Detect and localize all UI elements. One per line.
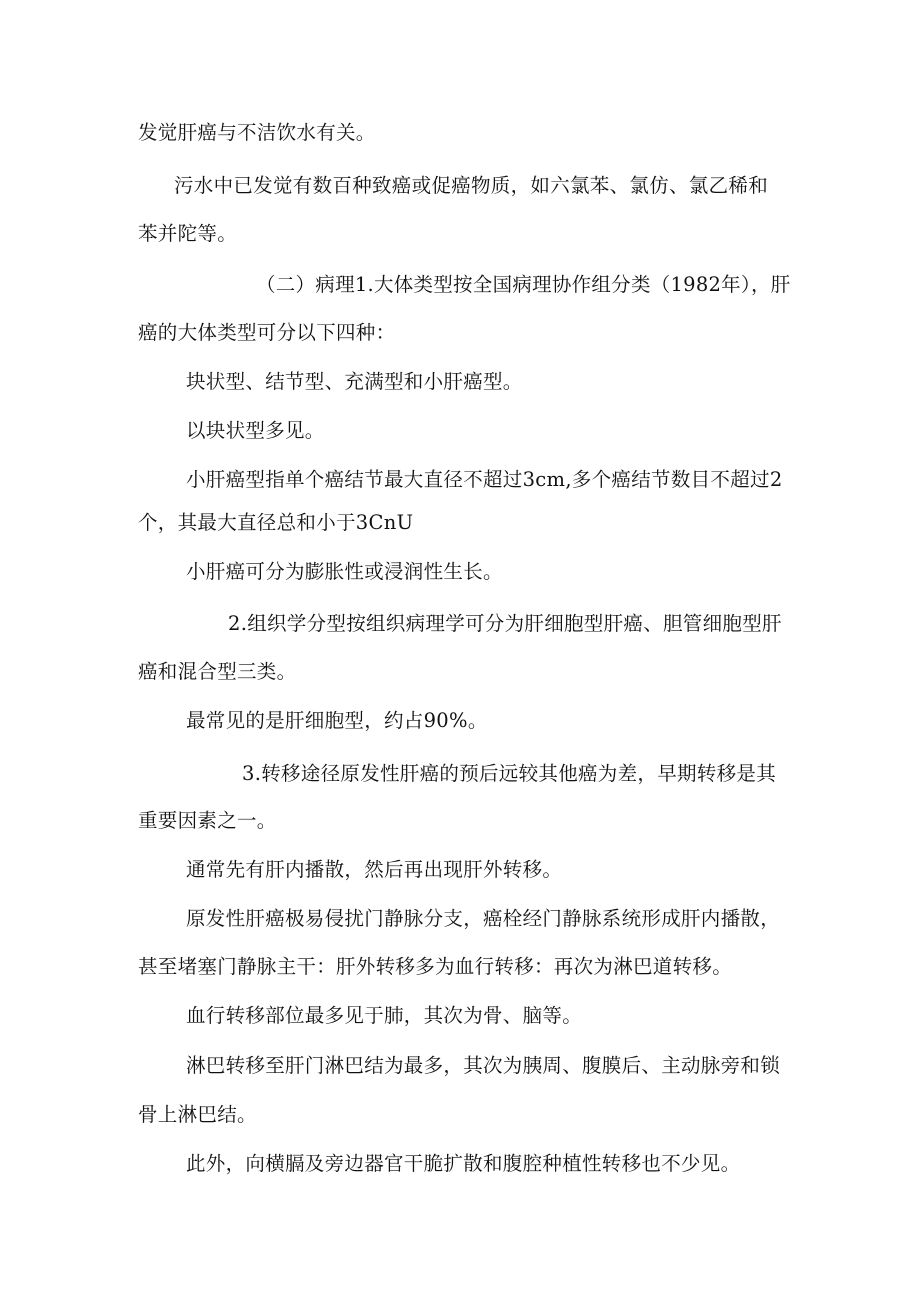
text-line-8: 小肝癌型指单个癌结节最大直径不超过3cm,多个癌结节数目不超过2 [186, 468, 783, 491]
text-line-3: 苯并陀等。 [138, 222, 238, 245]
text-line-9: 个，其最大直径总和小于3CnU [138, 511, 414, 534]
text-line-12: 癌和混合型三类。 [138, 660, 297, 683]
text-line-1: 发觉肝癌与不洁饮水有关。 [138, 121, 376, 144]
text-line-14: 3.转移途径原发性肝癌的预后远较其他癌为差，早期转移是其 [242, 762, 777, 785]
text-line-19: 血行转移部位最多见于肺，其次为骨、脑等。 [186, 1004, 583, 1027]
text-line-5: 癌的大体类型可分以下四种： [138, 321, 396, 344]
text-line-21: 骨上淋巴结。 [138, 1103, 257, 1126]
text-line-13: 最常见的是肝细胞型，约占90%。 [186, 709, 488, 732]
text-line-6: 块状型、结节型、充满型和小肝癌型。 [186, 370, 523, 393]
text-line-15: 重要因素之一。 [138, 809, 277, 832]
text-line-7: 以块状型多见。 [186, 419, 325, 442]
text-line-2: 污水中已发觉有数百种致癌或促癌物质，如六氯苯、氯仿、氯乙稀和 [174, 174, 769, 197]
text-line-4: （二）病理1.大体类型按全国病理协作组分类（1982年），肝 [256, 273, 791, 296]
text-line-10: 小肝癌可分为膨胀性或浸润性生长。 [186, 560, 503, 583]
text-line-17: 原发性肝癌极易侵扰门静脉分支，癌栓经门静脉系统形成肝内播散， [186, 907, 781, 930]
text-line-20: 淋巴转移至肝门淋巴结为最多，其次为胰周、腹膜后、主动脉旁和锁 [186, 1054, 781, 1077]
text-line-22: 此外，向横膈及旁边器官干脆扩散和腹腔种植性转移也不少见。 [186, 1152, 741, 1175]
text-line-16: 通常先有肝内播散，然后再出现肝外转移。 [186, 858, 563, 881]
text-line-18: 甚至堵塞门静脉主干：肝外转移多为血行转移：再次为淋巴道转移。 [138, 955, 733, 978]
text-line-11: 2.组织学分型按组织病理学可分为肝细胞型肝癌、胆管细胞型肝 [228, 612, 782, 635]
